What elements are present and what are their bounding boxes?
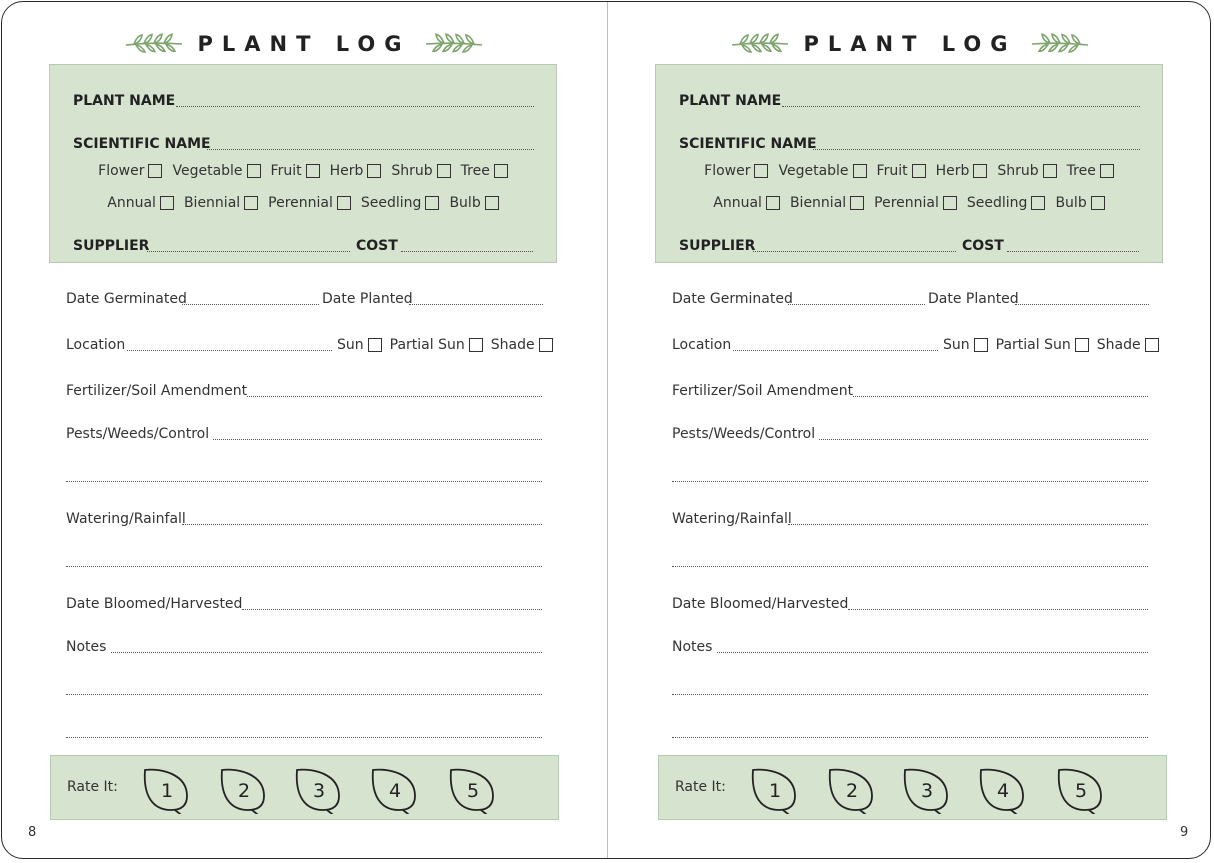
checkbox-icon[interactable] — [943, 196, 957, 210]
leaf-rating-3[interactable]: 3 — [901, 766, 953, 814]
checkbox-icon[interactable] — [766, 196, 780, 210]
page-number: 9 — [1180, 825, 1189, 840]
checkbox-icon[interactable] — [148, 164, 162, 178]
date-planted-label: Date Planted — [322, 291, 413, 307]
checkbox-icon[interactable] — [850, 196, 864, 210]
leaf-rating-2[interactable]: 2 — [826, 766, 878, 814]
lifecycle-annual[interactable]: Annual — [107, 195, 174, 211]
shade-option[interactable]: Shade — [491, 337, 553, 353]
date-germinated-field[interactable] — [182, 304, 319, 305]
sun-exposure-group — [337, 337, 553, 353]
type-shrub[interactable]: Shrub — [391, 163, 450, 179]
shade-option[interactable]: Shade — [1097, 337, 1159, 353]
checkbox-icon[interactable] — [337, 196, 351, 210]
checkbox-icon[interactable] — [425, 196, 439, 210]
rating-box — [658, 755, 1167, 820]
lifecycle-perennial[interactable]: Perennial — [268, 195, 351, 211]
checkbox-icon[interactable] — [974, 338, 988, 352]
date-bloomed-label: Date Bloomed/Harvested — [672, 596, 849, 612]
checkbox-icon[interactable] — [244, 196, 258, 210]
sun-option[interactable]: Sun — [337, 337, 382, 353]
checkbox-icon[interactable] — [368, 338, 382, 352]
plant-info-box — [655, 64, 1163, 263]
leaf-rating-2[interactable]: 2 — [218, 766, 270, 814]
checkbox-icon[interactable] — [1031, 196, 1045, 210]
pests-field-line-2[interactable] — [672, 481, 1148, 482]
checkbox-icon[interactable] — [1075, 338, 1089, 352]
watering-label: Watering/Rainfall — [672, 511, 792, 527]
checkbox-icon[interactable] — [485, 196, 499, 210]
fertilizer-field[interactable] — [247, 396, 542, 397]
rate-label: Rate It: — [67, 779, 118, 795]
supplier-field[interactable] — [753, 251, 956, 252]
lifecycle-row — [50, 195, 556, 211]
checkbox-icon[interactable] — [1145, 338, 1159, 352]
date-bloomed-label: Date Bloomed/Harvested — [66, 596, 243, 612]
sprig-left-icon — [124, 33, 184, 55]
cost-field[interactable] — [1007, 251, 1139, 252]
sprig-left-icon — [730, 33, 790, 55]
scientific-name-field[interactable] — [813, 149, 1140, 150]
plant-type-row — [50, 163, 556, 179]
leaf-rating-1[interactable]: 1 — [749, 766, 801, 814]
type-fruit[interactable]: Fruit — [877, 163, 926, 179]
title-row — [2, 28, 606, 60]
checkbox-icon[interactable] — [367, 164, 381, 178]
date-planted-field[interactable] — [1015, 304, 1149, 305]
checkbox-icon[interactable] — [754, 164, 768, 178]
type-fruit[interactable]: Fruit — [271, 163, 320, 179]
fertilizer-field[interactable] — [853, 396, 1148, 397]
cost-field[interactable] — [401, 251, 533, 252]
rating-box — [50, 755, 559, 820]
checkbox-icon[interactable] — [973, 164, 987, 178]
scientific-name-label: SCIENTIFIC NAME — [73, 136, 211, 152]
type-tree[interactable]: Tree — [1067, 163, 1114, 179]
leaf-rating-1[interactable]: 1 — [141, 766, 193, 814]
watering-field[interactable] — [788, 524, 1148, 525]
notes-label: Notes — [672, 639, 713, 655]
rate-label: Rate It: — [675, 779, 726, 795]
plant-name-field[interactable] — [782, 106, 1140, 107]
type-tree[interactable]: Tree — [461, 163, 508, 179]
lifecycle-bulb[interactable]: Bulb — [449, 195, 498, 211]
page-number: 8 — [28, 825, 37, 840]
lifecycle-perennial[interactable]: Perennial — [874, 195, 957, 211]
leaf-rating-5[interactable]: 5 — [447, 766, 499, 814]
supplier-label: SUPPLIER — [73, 238, 150, 254]
page-right — [608, 2, 1212, 858]
location-field[interactable] — [127, 350, 332, 351]
watering-label: Watering/Rainfall — [66, 511, 186, 527]
date-germinated-label: Date Germinated — [66, 291, 187, 307]
plant-name-label: PLANT NAME — [73, 93, 176, 109]
scientific-name-label: SCIENTIFIC NAME — [679, 136, 817, 152]
type-vegetable[interactable]: Vegetable — [172, 163, 260, 179]
pests-field-line-2[interactable] — [66, 481, 542, 482]
checkbox-icon[interactable] — [494, 164, 508, 178]
lifecycle-annual[interactable]: Annual — [713, 195, 780, 211]
pests-label: Pests/Weeds/Control — [672, 426, 816, 442]
notes-field-line-3[interactable] — [672, 737, 1148, 738]
type-flower[interactable]: Flower — [704, 163, 768, 179]
partial-sun-option[interactable]: Partial Sun — [996, 337, 1089, 353]
supplier-field[interactable] — [147, 251, 350, 252]
notes-field[interactable] — [717, 652, 1148, 653]
location-field[interactable] — [733, 350, 938, 351]
date-planted-label: Date Planted — [928, 291, 1019, 307]
lifecycle-biennial[interactable]: Biennial — [790, 195, 864, 211]
checkbox-icon[interactable] — [306, 164, 320, 178]
pests-field[interactable] — [819, 439, 1148, 440]
sprig-right-icon — [1030, 33, 1090, 55]
notes-field-line-3[interactable] — [66, 737, 542, 738]
lifecycle-biennial[interactable]: Biennial — [184, 195, 258, 211]
type-shrub[interactable]: Shrub — [997, 163, 1056, 179]
checkbox-icon[interactable] — [160, 196, 174, 210]
supplier-label: SUPPLIER — [679, 238, 756, 254]
type-flower[interactable]: Flower — [98, 163, 162, 179]
lifecycle-seedling[interactable]: Seedling — [967, 195, 1046, 211]
date-germinated-label: Date Germinated — [672, 291, 793, 307]
location-label: Location — [672, 337, 732, 353]
fertilizer-label: Fertilizer/Soil Amendment — [66, 383, 248, 399]
type-herb[interactable]: Herb — [936, 163, 988, 179]
cost-label: COST — [962, 238, 1004, 254]
checkbox-icon[interactable] — [469, 338, 483, 352]
pests-label: Pests/Weeds/Control — [66, 426, 210, 442]
cost-label: COST — [356, 238, 398, 254]
lifecycle-bulb[interactable]: Bulb — [1055, 195, 1104, 211]
sun-option[interactable]: Sun — [943, 337, 988, 353]
checkbox-icon[interactable] — [1091, 196, 1105, 210]
notes-field[interactable] — [111, 652, 542, 653]
watering-field-line-2[interactable] — [672, 566, 1148, 567]
plant-type-row — [656, 163, 1162, 179]
sun-exposure-group — [943, 337, 1159, 353]
notes-field-line-2[interactable] — [66, 694, 542, 695]
pests-field[interactable] — [213, 439, 542, 440]
type-herb[interactable]: Herb — [330, 163, 382, 179]
notes-field-line-2[interactable] — [672, 694, 1148, 695]
date-bloomed-field[interactable] — [848, 609, 1148, 610]
scientific-name-field[interactable] — [207, 149, 534, 150]
page-title: PLANT LOG — [197, 32, 411, 56]
title-row — [608, 28, 1212, 60]
checkbox-icon[interactable] — [1100, 164, 1114, 178]
page-left — [2, 2, 606, 858]
leaf-rating-4[interactable]: 4 — [369, 766, 421, 814]
leaf-rating-4[interactable]: 4 — [977, 766, 1029, 814]
location-label: Location — [66, 337, 126, 353]
watering-field-line-2[interactable] — [66, 566, 542, 567]
leaf-rating-3[interactable]: 3 — [293, 766, 345, 814]
leaf-rating-5[interactable]: 5 — [1055, 766, 1107, 814]
checkbox-icon[interactable] — [437, 164, 451, 178]
sprig-right-icon — [424, 33, 484, 55]
plant-name-field[interactable] — [176, 106, 534, 107]
type-vegetable[interactable]: Vegetable — [778, 163, 866, 179]
checkbox-icon[interactable] — [1043, 164, 1057, 178]
lifecycle-seedling[interactable]: Seedling — [361, 195, 440, 211]
page-title: PLANT LOG — [803, 32, 1017, 56]
notebook-spread — [1, 1, 1211, 859]
date-germinated-field[interactable] — [788, 304, 925, 305]
checkbox-icon[interactable] — [247, 164, 261, 178]
lifecycle-row — [656, 195, 1162, 211]
partial-sun-option[interactable]: Partial Sun — [390, 337, 483, 353]
checkbox-icon[interactable] — [539, 338, 553, 352]
checkbox-icon[interactable] — [912, 164, 926, 178]
checkbox-icon[interactable] — [853, 164, 867, 178]
date-bloomed-field[interactable] — [242, 609, 542, 610]
fertilizer-label: Fertilizer/Soil Amendment — [672, 383, 854, 399]
plant-name-label: PLANT NAME — [679, 93, 782, 109]
date-planted-field[interactable] — [409, 304, 543, 305]
watering-field[interactable] — [182, 524, 542, 525]
notes-label: Notes — [66, 639, 107, 655]
plant-info-box — [49, 64, 557, 263]
